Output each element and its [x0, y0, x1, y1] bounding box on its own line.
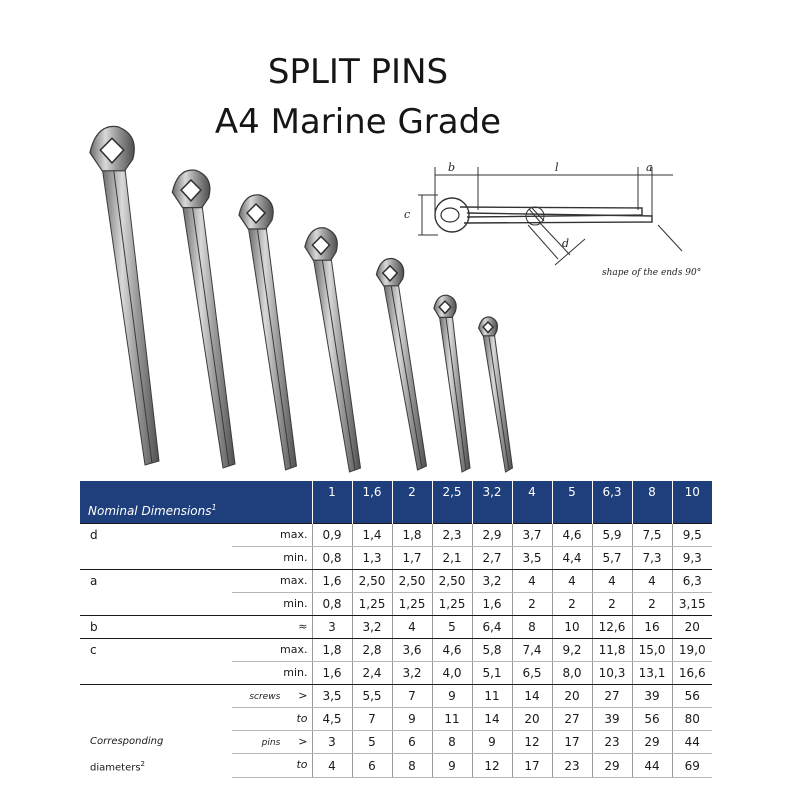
sub-label: screws [249, 691, 281, 702]
value-cell: 2 [552, 593, 592, 616]
value-cell: 2 [592, 593, 632, 616]
value-cell: 1,25 [432, 593, 472, 616]
value-cell: 2,7 [472, 547, 512, 570]
split-pin [479, 317, 513, 472]
split-pin [305, 228, 361, 472]
size-header: 3,2 [472, 481, 512, 524]
value-cell: 2,8 [352, 639, 392, 662]
limit-label [232, 754, 312, 778]
dimension-name: d [80, 524, 232, 547]
size-header: 6,3 [592, 481, 632, 524]
comparator: to [296, 711, 308, 725]
value-cell: 16,6 [672, 662, 712, 685]
split-pin [90, 126, 159, 465]
value-cell: 8 [392, 754, 432, 778]
value-cell: 3,5 [512, 547, 552, 570]
table-row [80, 593, 712, 616]
value-cell: 4 [512, 570, 552, 593]
value-cell: 14 [512, 685, 552, 708]
corresponding-label-empty [80, 708, 232, 731]
value-cell: 4 [552, 570, 592, 593]
sub-label: pins [261, 737, 281, 748]
value-cell: 4,6 [552, 524, 592, 547]
value-cell: 6,3 [672, 570, 712, 593]
value-cell: 4 [312, 754, 352, 778]
value-cell: 15,0 [632, 639, 672, 662]
value-cell: 29 [592, 754, 632, 778]
value-cell: 5 [432, 616, 472, 639]
corresponding-label: Corresponding [90, 736, 164, 747]
value-cell: 1,6 [312, 662, 352, 685]
dim-label-b: b [448, 161, 456, 174]
size-header: 4 [512, 481, 552, 524]
dim-label-a: a [646, 161, 653, 174]
limit-label [232, 708, 312, 731]
value-cell: 44 [672, 731, 712, 754]
size-header: 2,5 [432, 481, 472, 524]
value-cell: 13,1 [632, 662, 672, 685]
value-cell: 4 [632, 570, 672, 593]
value-cell: 2,1 [432, 547, 472, 570]
value-cell: 1,8 [392, 524, 432, 547]
dim-label-c: c [404, 208, 411, 221]
value-cell: 3,7 [512, 524, 552, 547]
table-row [80, 685, 712, 708]
value-cell: 9,2 [552, 639, 592, 662]
page-subtitle: A4 Marine Grade [214, 102, 502, 142]
value-cell: 5,1 [472, 662, 512, 685]
value-cell: 4,4 [552, 547, 592, 570]
value-cell: 20 [552, 685, 592, 708]
size-header: 1 [312, 481, 352, 524]
value-cell: 12 [512, 731, 552, 754]
dimension-name-empty [80, 662, 232, 685]
value-cell: 4,0 [432, 662, 472, 685]
page-title: SPLIT PINS [267, 52, 449, 92]
size-header: 5 [552, 481, 592, 524]
limit-label [232, 731, 312, 754]
value-cell: 6,4 [472, 616, 512, 639]
value-cell: 8,0 [552, 662, 592, 685]
dimensions-table [80, 481, 712, 778]
value-cell: 80 [672, 708, 712, 731]
size-header: 8 [632, 481, 672, 524]
dimension-name: a [90, 574, 98, 589]
table-header-row [80, 481, 712, 524]
value-cell: 7,4 [512, 639, 552, 662]
value-cell: 3,5 [312, 685, 352, 708]
value-cell: 16 [632, 616, 672, 639]
value-cell: 2,50 [432, 570, 472, 593]
value-cell: 8 [512, 616, 552, 639]
value-cell: 56 [672, 685, 712, 708]
table-row [80, 731, 712, 754]
value-cell: 5,7 [592, 547, 632, 570]
nominal-dimensions-header: Nominal Dimensions$^1$ [80, 481, 312, 524]
limit-label: ≈ [232, 616, 312, 639]
value-cell: 2 [512, 593, 552, 616]
value-cell: 3 [312, 616, 352, 639]
table-row [80, 708, 712, 731]
comparator: to [296, 758, 308, 772]
value-cell: 1,25 [352, 593, 392, 616]
value-cell: 39 [592, 708, 632, 731]
value-cell: 4 [592, 570, 632, 593]
value-cell: 0,8 [312, 547, 352, 570]
value-cell: 2 [632, 593, 672, 616]
limit-label [232, 685, 312, 708]
value-cell: 10 [552, 616, 592, 639]
table-row [80, 616, 712, 639]
diagram-caption: shape of the ends 90° [602, 268, 702, 278]
value-cell: 5,8 [472, 639, 512, 662]
limit-label: min. [232, 662, 312, 685]
value-cell: 5 [352, 731, 392, 754]
limit-label: max. [232, 570, 312, 593]
value-cell: 4 [392, 616, 432, 639]
size-header: 2 [392, 481, 432, 524]
dimension-name: c [90, 643, 97, 658]
table-row [80, 547, 712, 570]
value-cell: 29 [632, 731, 672, 754]
value-cell: 19,0 [672, 639, 712, 662]
dimension-name: b [80, 616, 232, 639]
value-cell: 12 [472, 754, 512, 778]
limit-label: max. [232, 639, 312, 662]
split-pin-dimension-diagram [390, 155, 720, 285]
value-cell: 44 [632, 754, 672, 778]
value-cell: 0,8 [312, 593, 352, 616]
value-cell: 5,9 [592, 524, 632, 547]
value-cell: 56 [632, 708, 672, 731]
table-row [80, 662, 712, 685]
value-cell: 23 [592, 731, 632, 754]
value-cell: 5,5 [352, 685, 392, 708]
value-cell: 12,6 [592, 616, 632, 639]
value-cell: 4,5 [312, 708, 352, 731]
value-cell: 7 [392, 685, 432, 708]
value-cell: 14 [472, 708, 512, 731]
value-cell: 3,2 [472, 570, 512, 593]
value-cell: 69 [672, 754, 712, 778]
dimension-name-empty [80, 547, 232, 570]
value-cell: 7,5 [632, 524, 672, 547]
split-pin [376, 258, 426, 470]
value-cell: 11 [472, 685, 512, 708]
value-cell: 7 [352, 708, 392, 731]
dim-label-d: d [562, 237, 570, 250]
value-cell: 3,6 [392, 639, 432, 662]
value-cell: 7,3 [632, 547, 672, 570]
value-cell: 39 [632, 685, 672, 708]
value-cell: 6 [392, 731, 432, 754]
value-cell: 2,4 [352, 662, 392, 685]
value-cell: 11,8 [592, 639, 632, 662]
corresponding-label-empty [80, 685, 232, 708]
value-cell: 1,4 [352, 524, 392, 547]
limit-label: min. [232, 593, 312, 616]
value-cell: 17 [552, 731, 592, 754]
value-cell: 9,3 [672, 547, 712, 570]
split-pin [239, 195, 297, 470]
diameters-label: diameters$^2$ [90, 759, 146, 773]
value-cell: 1,6 [472, 593, 512, 616]
value-cell: 4,6 [432, 639, 472, 662]
split-pin [172, 170, 235, 468]
value-cell: 27 [592, 685, 632, 708]
value-cell: 2,50 [352, 570, 392, 593]
comparator: > [298, 688, 308, 702]
split-pin [434, 295, 470, 472]
value-cell: 27 [552, 708, 592, 731]
value-cell: 20 [672, 616, 712, 639]
limit-label: min. [232, 547, 312, 570]
value-cell: 1,6 [312, 570, 352, 593]
value-cell: 3,15 [672, 593, 712, 616]
value-cell: 3 [312, 731, 352, 754]
value-cell: 3,2 [352, 616, 392, 639]
value-cell: 9 [432, 685, 472, 708]
value-cell: 1,7 [392, 547, 432, 570]
value-cell: 11 [432, 708, 472, 731]
dim-label-l: l [555, 161, 559, 174]
value-cell: 9 [472, 731, 512, 754]
value-cell: 3,2 [392, 662, 432, 685]
value-cell: 2,50 [392, 570, 432, 593]
value-cell: 1,25 [392, 593, 432, 616]
value-cell: 10,3 [592, 662, 632, 685]
size-header: 1,6 [352, 481, 392, 524]
table-row [80, 754, 712, 778]
size-header: 10 [672, 481, 712, 524]
comparator: > [298, 734, 308, 748]
value-cell: 2,9 [472, 524, 512, 547]
value-cell: 9 [432, 754, 472, 778]
value-cell: 8 [432, 731, 472, 754]
value-cell: 6,5 [512, 662, 552, 685]
limit-label: max. [232, 524, 312, 547]
table-row [80, 639, 712, 662]
value-cell: 9 [392, 708, 432, 731]
value-cell: 1,3 [352, 547, 392, 570]
value-cell: 2,3 [432, 524, 472, 547]
value-cell: 1,8 [312, 639, 352, 662]
value-cell: 17 [512, 754, 552, 778]
table-row [80, 524, 712, 547]
value-cell: 0,9 [312, 524, 352, 547]
value-cell: 9,5 [672, 524, 712, 547]
value-cell: 20 [512, 708, 552, 731]
value-cell: 6 [352, 754, 392, 778]
dimension-name-empty [80, 593, 232, 616]
value-cell: 23 [552, 754, 592, 778]
table-row [80, 570, 712, 593]
